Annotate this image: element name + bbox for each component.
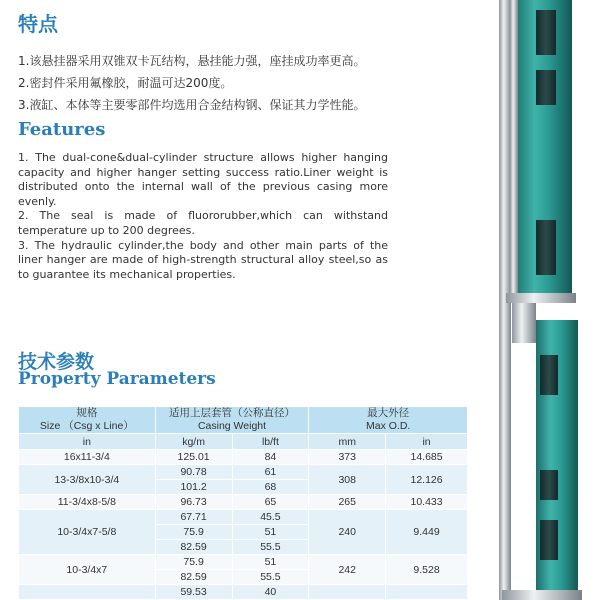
table-row: [19, 555, 468, 570]
lbft-cell: 40: [232, 585, 309, 600]
table-row: [19, 495, 468, 510]
in-cell: 12.126: [386, 465, 468, 495]
size-cell: 16x11-3/4: [19, 450, 156, 465]
lbft-cell: 68: [232, 480, 309, 495]
parameters-table: [18, 406, 468, 600]
table-row: [19, 450, 468, 465]
size-cell: 10-3/4x7-5/8: [19, 510, 156, 555]
liner-hanger-illustration: [482, 0, 600, 600]
slip: [536, 70, 556, 105]
heading-en: Features: [18, 119, 106, 140]
features-cn-list: [18, 50, 458, 116]
size-cell: 10-3/4x7: [19, 555, 156, 585]
feature-en-item: 2. The seal is made of fluororubber,which can withstand temperature up to 200 degrees.: [18, 209, 388, 237]
mid-sleeve: [512, 303, 536, 343]
kgm-cell: 125.01: [155, 450, 232, 465]
lbft-cell: 51: [232, 525, 309, 540]
size-cell: 11-3/4x8-5/8: [19, 495, 156, 510]
heading-cn: 特点: [18, 12, 58, 36]
kgm-cell: 82.59: [155, 540, 232, 555]
kgm-cell: 101.2: [155, 480, 232, 495]
mm-cell: 265: [309, 495, 386, 510]
unit-cell: kg/m: [155, 434, 232, 450]
kgm-cell: 67.71: [155, 510, 232, 525]
table-row: [19, 510, 468, 525]
col-casing-header: 适用上层套管（公称直径） Casing Weight: [155, 407, 309, 434]
kgm-cell: 75.9: [155, 555, 232, 570]
in-cell: 9.449: [386, 510, 468, 555]
mm-cell: [309, 585, 386, 600]
kgm-cell: 82.59: [155, 570, 232, 585]
unit-cell: in: [386, 434, 468, 450]
in-cell: 14.685: [386, 450, 468, 465]
params-heading-en: Property Parameters: [18, 369, 216, 389]
kgm-cell: 75.9: [155, 525, 232, 540]
lbft-cell: 45.5: [232, 510, 309, 525]
lbft-cell: 84: [232, 450, 309, 465]
slip: [536, 10, 556, 55]
size-cell: [19, 585, 156, 600]
lbft-cell: 55.5: [232, 540, 309, 555]
params-heading-cn: 技术参数: [18, 351, 95, 373]
slip: [540, 355, 558, 395]
feature-cn-item: 1.该悬挂器采用双锥双卡瓦结构，悬挂能力强，座挂成功率更高。: [18, 54, 366, 68]
feature-en-item: 1. The dual-cone&dual-cylinder structure allows higher hanging capacity and higher hanger setting success ratio.Liner weight is distributed onto the internal wall of the previous casing more evenly.: [18, 151, 388, 208]
upper-sleeve: [510, 0, 518, 300]
kgm-cell: 96.73: [155, 495, 232, 510]
feature-cn-item: 3.液缸、本体等主要零部件均选用合金结构钢、保证其力学性能。: [18, 98, 366, 112]
feature-en-item: 3. The hydraulic cylinder,the body and other main parts of the liner hanger are made of high-strength structural alloy steel,so as to guarantee its mechanical properties.: [18, 238, 388, 281]
unit-cell: mm: [309, 434, 386, 450]
feature-cn-item: 2.密封件采用氟橡胶，耐温可达200度。: [18, 76, 233, 90]
size-cell: 13-3/8x10-3/4: [19, 465, 156, 495]
mm-cell: 240: [309, 510, 386, 555]
col-size-header: 规格 Size （Csg x Line）: [19, 407, 156, 434]
features-en-list: [18, 151, 388, 282]
in-cell: 9.528: [386, 555, 468, 585]
slip: [540, 470, 558, 500]
bottom-collar: [502, 590, 582, 600]
kgm-cell: 59.53: [155, 585, 232, 600]
in-cell: [386, 585, 468, 600]
lbft-cell: 51: [232, 555, 309, 570]
unit-cell: in: [19, 434, 156, 450]
slip: [536, 220, 556, 275]
col-maxod-header: 最大外径 Max O.D.: [309, 407, 468, 434]
lbft-cell: 65: [232, 495, 309, 510]
slip: [540, 520, 558, 560]
in-cell: 10.433: [386, 495, 468, 510]
lbft-cell: 55.5: [232, 570, 309, 585]
mm-cell: 242: [309, 555, 386, 585]
mm-cell: 308: [309, 465, 386, 495]
table-row: [19, 465, 468, 480]
lbft-cell: 61: [232, 465, 309, 480]
table-row: [19, 585, 468, 600]
mm-cell: 373: [309, 450, 386, 465]
kgm-cell: 90.78: [155, 465, 232, 480]
unit-cell: lb/ft: [232, 434, 309, 450]
collar: [506, 293, 576, 303]
